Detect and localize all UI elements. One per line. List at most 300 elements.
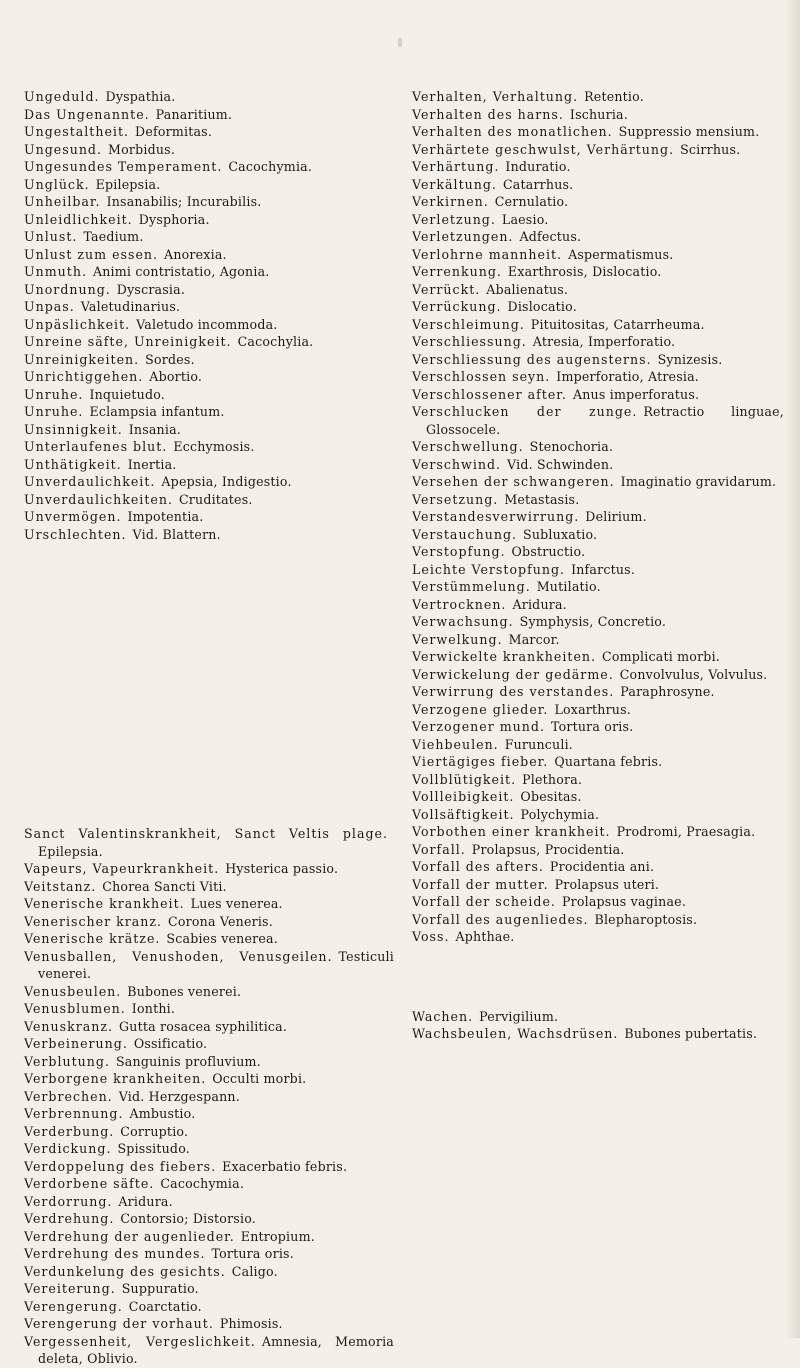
entry-latin: Symphysis, Concretio. (519, 614, 667, 629)
entry-term: Verderbung. (24, 1123, 115, 1139)
entry-latin: Bubones pubertatis. (624, 1026, 758, 1041)
entry-term: Verschleimung. (412, 316, 525, 332)
entry-latin: Testiculi venerei. (38, 948, 394, 981)
entry-latin: Adfectus. (519, 229, 582, 244)
entry-term: Verengerung. (24, 1298, 123, 1314)
entry-latin: Synizesis. (657, 351, 723, 367)
dictionary-entry (24, 1000, 394, 1018)
dictionary-entry (412, 578, 784, 596)
dictionary-entry (24, 930, 394, 948)
entry-term: Verstauchung. (412, 526, 518, 542)
entry-term: Verdunkelung des gesichts. (24, 1263, 226, 1279)
entry-term: Ungeduld. (24, 89, 100, 104)
dictionary-entry (24, 228, 394, 246)
dictionary-entry (24, 491, 394, 509)
dictionary-entry (24, 1263, 394, 1281)
entry-term: Unrichtiggehen. (24, 369, 144, 384)
entry-term: Vollleibigkeit. (412, 789, 515, 804)
right-column (412, 88, 784, 1043)
entry-latin: Eclampsia infantum. (89, 404, 225, 419)
dictionary-entry (412, 508, 784, 526)
dictionary-entry (24, 403, 394, 421)
entry-term: Unruhe. (24, 386, 84, 402)
entry-latin: Insania. (128, 421, 182, 437)
entry-term: Wachsbeulen, Wachsdrüsen. (412, 1026, 619, 1041)
entry-term: Verdickung. (24, 1141, 112, 1156)
entry-term: Verwelkung. (412, 631, 503, 647)
dictionary-entry (412, 263, 784, 281)
entry-latin: Exarthrosis, Dislocatio. (507, 264, 662, 279)
dictionary-entry (412, 158, 784, 176)
entry-latin: Inquietudo. (89, 386, 165, 402)
entry-latin: Stenochoria. (529, 439, 614, 454)
entry-latin: Catarrhus. (502, 176, 574, 192)
entry-term: Ungestaltheit. (24, 124, 130, 139)
dictionary-entry (412, 88, 784, 106)
entry-term: Verengerung der vorhaut. (24, 1316, 214, 1331)
dictionary-entry (412, 316, 784, 334)
entry-term: Ungesundes Temperament. (24, 159, 223, 174)
dictionary-entry (412, 788, 784, 806)
entry-term: Unsinnigkeit. (24, 421, 123, 437)
dictionary-entry (24, 263, 394, 281)
dictionary-entry (412, 368, 784, 386)
dictionary-entry (24, 456, 394, 474)
entry-latin: Dysphoria. (138, 211, 210, 227)
entry-term: Venerischer kranz. (24, 913, 163, 929)
dictionary-entry (24, 246, 394, 264)
entry-latin: Loxarthrus. (554, 701, 631, 717)
entry-term: Verschlucken der zunge. (412, 404, 638, 419)
entry-latin: Suppuratio. (121, 1281, 199, 1296)
dictionary-entry (412, 491, 784, 509)
entry-term: Verbrechen. (24, 1088, 113, 1104)
entry-term: Verdrehung. (24, 1211, 115, 1226)
entry-term: Verdorrung. (24, 1193, 113, 1209)
entry-term: Verzogene glieder. (412, 701, 549, 717)
dictionary-entry (24, 1315, 394, 1333)
dictionary-entry (412, 1008, 784, 1026)
entry-latin: Chorea Sancti Viti. (102, 878, 227, 894)
entry-term: Verstandesverwirrung. (412, 509, 580, 524)
entry-latin: Procidentia ani. (549, 859, 655, 874)
entry-term: Verwickelung der gedärme. (412, 666, 614, 682)
entry-term: Unleidlichkeit. (24, 211, 133, 227)
entry-term: Verhalten des monatlichen. (412, 124, 613, 139)
entry-latin: Anus imperforatus. (572, 386, 700, 402)
entry-term: Verschliessung. (412, 334, 527, 349)
entry-latin: Pituitositas, Catarrheuma. (530, 316, 705, 332)
entry-term: Unmuth. (24, 264, 87, 279)
dictionary-entry (412, 876, 784, 894)
entry-term: Verbrennung. (24, 1106, 124, 1121)
entry-term: Viehbeulen. (412, 736, 499, 752)
dictionary-entry (412, 438, 784, 456)
entry-term: Verdoppelung des fiebers. (24, 1158, 217, 1174)
entry-latin: Ecchymosis. (173, 439, 255, 454)
entry-term: Vollsäftigkeit. (412, 806, 515, 822)
entry-latin: Phimosis. (219, 1316, 283, 1331)
dictionary-entry (412, 806, 784, 824)
entry-term: Verkältung. (412, 176, 497, 192)
dictionary-entry (412, 736, 784, 754)
entry-term: Venuskranz. (24, 1018, 113, 1034)
entry-latin: Ischuria. (569, 106, 628, 122)
entry-latin: Cacochylia. (237, 334, 314, 349)
entry-term: Vorfall der scheide. (412, 894, 556, 909)
dictionary-entry (24, 1018, 394, 1036)
entry-term: Unlust. (24, 229, 78, 244)
dictionary-entry (412, 718, 784, 736)
dictionary-entry (24, 825, 394, 860)
entry-latin: Cernulatio. (494, 194, 569, 209)
entry-term: Vertrocknen. (412, 596, 507, 612)
entry-term: Unverdaulichkeit. (24, 474, 156, 489)
gutter-mark (398, 38, 402, 47)
dictionary-entry (412, 648, 784, 666)
entry-latin: Insanabilis; Incurabilis. (106, 194, 262, 209)
entry-latin: Furunculi. (504, 736, 574, 752)
entry-latin: Cruditates. (178, 491, 253, 507)
dictionary-entry (24, 158, 394, 176)
dictionary-entry (24, 895, 394, 913)
entry-term: Verhalten, Verhaltung. (412, 89, 579, 104)
entry-latin: Corruptio. (120, 1123, 189, 1139)
dictionary-entry (24, 1193, 394, 1211)
entry-latin: Vid. Schwinden. (507, 456, 614, 472)
entry-latin: Pervigilium. (479, 1008, 559, 1024)
entry-latin: Scirrhus. (680, 141, 741, 157)
entry-latin: Polychymia. (520, 806, 600, 822)
entry-term: Vorfall. (412, 841, 466, 857)
entry-latin: Ionthi. (131, 1001, 176, 1016)
entry-latin: Prodromi, Praesagia. (616, 824, 756, 839)
right-group-w (412, 1008, 784, 1043)
entry-term: Verhalten des harns. (412, 106, 564, 122)
entry-latin: Apepsia, Indigestio. (161, 474, 292, 489)
entry-term: Verschwind. (412, 456, 502, 472)
entry-term: Verwickelte krankheiten. (412, 649, 597, 664)
entry-latin: Dyscrasia. (116, 281, 186, 297)
entry-latin: Aridura. (512, 596, 567, 612)
entry-latin: Scabies venerea. (166, 931, 278, 946)
entry-latin: Inertia. (127, 456, 177, 472)
dictionary-entry (412, 193, 784, 211)
entry-term: Urschlechten. (24, 526, 127, 542)
dictionary-entry (412, 911, 784, 929)
dictionary-entry (24, 141, 394, 159)
entry-term: Venerische krankheit. (24, 896, 185, 911)
entry-latin: Epilepsia. (95, 176, 161, 192)
section-gap (24, 543, 394, 825)
dictionary-entry (412, 228, 784, 246)
entry-term: Ungesund. (24, 141, 102, 157)
dictionary-entry (24, 1210, 394, 1228)
entry-latin: Corona Veneris. (168, 913, 273, 929)
entry-latin: Coarctatio. (128, 1298, 202, 1314)
dictionary-entry (24, 1298, 394, 1316)
entry-term: Unthätigkeit. (24, 456, 122, 472)
entry-latin: Cacochymia. (160, 1176, 245, 1191)
dictionary-entry (24, 1088, 394, 1106)
entry-term: Verschwellung. (412, 439, 524, 454)
entry-latin: Ossificatio. (133, 1036, 208, 1051)
entry-latin: Aspermatismus. (568, 246, 674, 262)
dictionary-entry (412, 176, 784, 194)
entry-latin: Hysterica passio. (225, 861, 339, 876)
dictionary-entry (412, 1025, 784, 1043)
entry-latin: Sordes. (145, 351, 195, 367)
dictionary-entry (412, 456, 784, 474)
entry-term: Vorfall des augenliedes. (412, 911, 589, 927)
entry-term: Verbeinerung. (24, 1036, 128, 1051)
entry-latin: Exacerbatio febris. (222, 1158, 348, 1174)
entry-latin: Caligo. (231, 1263, 278, 1279)
entry-term: Das Ungenannte. (24, 106, 150, 122)
entry-latin: Epilepsia. (38, 843, 103, 859)
dictionary-entry (24, 281, 394, 299)
entry-latin: Infarctus. (571, 561, 636, 577)
entry-latin: Subluxatio. (523, 526, 598, 542)
dictionary-entry (412, 211, 784, 229)
entry-term: Venusblumen. (24, 1001, 126, 1016)
dictionary-entry (412, 386, 784, 404)
dictionary-entry (24, 106, 394, 124)
dictionary-entry (24, 1158, 394, 1176)
left-group-u (24, 88, 394, 543)
dictionary-entry (24, 878, 394, 896)
entry-latin: Obstructio. (511, 544, 586, 559)
entry-term: Viertägiges fieber. (412, 754, 549, 769)
dictionary-entry (412, 596, 784, 614)
entry-term: Verwirrung des verstandes. (412, 684, 615, 699)
entry-term: Vollblütigkeit. (412, 771, 517, 787)
entry-latin: Retractio linguae, Glossocele. (426, 404, 784, 437)
dictionary-entry (24, 298, 394, 316)
entry-latin: Spissitudo. (117, 1141, 190, 1156)
entry-latin: Ambustio. (129, 1106, 196, 1121)
entry-term: Verwachsung. (412, 614, 514, 629)
entry-term: Unterlaufenes blut. (24, 439, 168, 454)
entry-latin: Obesitas. (520, 789, 582, 804)
dictionary-entry (24, 508, 394, 526)
entry-latin: Morbidus. (108, 141, 176, 157)
entry-term: Unlust zum essen. (24, 246, 159, 262)
entry-latin: Delirium. (585, 509, 647, 524)
dictionary-entry (412, 561, 784, 579)
entry-term: Veitstanz. (24, 878, 97, 894)
entry-term: Verhärtete geschwulst, Verhärtung. (412, 141, 675, 157)
entry-latin: Prolapsus, Procidentia. (471, 841, 625, 857)
entry-term: Voss. (412, 929, 450, 944)
dictionary-entry (24, 1140, 394, 1158)
entry-latin: Plethora. (522, 771, 583, 787)
entry-latin: Amnesia, Memoria deleta, Oblivio. (38, 1333, 394, 1366)
entry-latin: Imperforatio, Atresia. (556, 369, 700, 384)
entry-term: Verhärtung. (412, 159, 500, 174)
dictionary-entry (412, 473, 784, 491)
entry-term: Verstopfung. (412, 544, 506, 559)
dictionary-entry (24, 1228, 394, 1246)
dictionary-entry (412, 666, 784, 684)
dictionary-entry (24, 1280, 394, 1298)
entry-latin: Vid. Herzgespann. (118, 1088, 240, 1104)
entry-term: Sanct Valentinskrankheit, Sanct Veltis plage. (24, 826, 388, 841)
dictionary-entry (24, 1035, 394, 1053)
section-gap (412, 946, 784, 1008)
entry-term: Unreinigkeiten. (24, 351, 140, 367)
dictionary-entry (24, 333, 394, 351)
entry-term: Unordnung. (24, 281, 111, 297)
entry-latin: Abalienatus. (486, 281, 569, 297)
entry-latin: Gutta rosacea syphilitica. (119, 1018, 288, 1034)
entry-latin: Blepharoptosis. (594, 911, 698, 927)
entry-latin: Anorexia. (164, 246, 227, 262)
entry-term: Venerische krätze. (24, 931, 161, 946)
entry-latin: Sanguinis profluvium. (115, 1053, 261, 1069)
dictionary-entry (24, 386, 394, 404)
entry-latin: Convolvulus, Volvulus. (619, 666, 768, 682)
dictionary-entry (412, 298, 784, 316)
dictionary-entry (412, 928, 784, 946)
entry-latin: Aphthae. (455, 929, 515, 944)
entry-term: Verlohrne mannheit. (412, 246, 563, 262)
entry-term: Vergessenheit, Vergeslichkeit. (24, 1333, 256, 1349)
dictionary-entry (412, 543, 784, 561)
dictionary-entry (412, 123, 784, 141)
entry-latin: Atresia, Imperforatio. (532, 334, 676, 349)
dictionary-entry (412, 893, 784, 911)
dictionary-entry (24, 368, 394, 386)
dictionary-entry (24, 421, 394, 439)
entry-term: Verblutung. (24, 1053, 110, 1069)
entry-term: Verrückt. (412, 281, 481, 297)
dictionary-entry (412, 701, 784, 719)
entry-term: Verkirnen. (412, 194, 489, 209)
entry-latin: Valetudinarius. (80, 299, 181, 314)
dictionary-entry (412, 246, 784, 264)
entry-term: Verdrehung der augenlieder. (24, 1228, 235, 1244)
dictionary-entry (412, 526, 784, 544)
entry-term: Vorbothen einer krankheit. (412, 824, 611, 839)
dictionary-entry (412, 841, 784, 859)
entry-term: Versetzung. (412, 491, 499, 507)
entry-term: Verdrehung des mundes. (24, 1246, 206, 1261)
entry-term: Vereiterung. (24, 1281, 116, 1296)
dictionary-entry (24, 913, 394, 931)
dictionary-entry (24, 1070, 394, 1088)
dictionary-entry (24, 351, 394, 369)
right-group-v (412, 88, 784, 946)
dictionary-entry (24, 176, 394, 194)
entry-latin: Contorsio; Distorsio. (120, 1211, 256, 1226)
entry-term: Verzogener mund. (412, 719, 545, 734)
entry-latin: Prolapsus uteri. (554, 876, 660, 892)
entry-latin: Marcor. (508, 631, 560, 647)
entry-term: Unvermögen. (24, 509, 122, 524)
entry-latin: Taedium. (83, 229, 144, 244)
entry-term: Vorfall der mutter. (412, 876, 549, 892)
entry-term: Wachen. (412, 1008, 474, 1024)
entry-term: Verschlossen seyn. (412, 369, 551, 384)
entry-latin: Impotentia. (127, 509, 204, 524)
dictionary-entry (24, 983, 394, 1001)
dictionary-entry (24, 1123, 394, 1141)
entry-latin: Quartana febris. (554, 754, 663, 769)
dictionary-entry (24, 438, 394, 456)
entry-latin: Laesio. (501, 211, 549, 227)
entry-term: Leichte Verstopfung. (412, 561, 566, 577)
entry-term: Verschlossener after. (412, 386, 567, 402)
dictionary-entry (24, 526, 394, 544)
entry-latin: Complicati morbi. (602, 649, 720, 664)
entry-term: Verdorbene säfte. (24, 1176, 155, 1191)
entry-latin: Dislocatio. (507, 299, 577, 314)
entry-term: Venusballen, Venushoden, Venusgeilen. (24, 948, 333, 964)
dictionary-entry (412, 106, 784, 124)
entry-term: Unglück. (24, 176, 90, 192)
entry-latin: Panaritium. (155, 106, 233, 122)
dictionary-entry (24, 860, 394, 878)
entry-latin: Entropium. (240, 1228, 315, 1244)
entry-term: Verborgene krankheiten. (24, 1071, 207, 1086)
entry-latin: Prolapsus vaginae. (561, 894, 687, 909)
entry-latin: Tortura oris. (550, 719, 634, 734)
entry-latin: Animi contristatio, Agonia. (92, 264, 270, 279)
entry-term: Verletzungen. (412, 229, 514, 244)
dictionary-entry (24, 211, 394, 229)
entry-term: Unpas. (24, 299, 75, 314)
dictionary-entry (412, 858, 784, 876)
entry-latin: Suppressio mensium. (618, 124, 760, 139)
dictionary-entry (412, 771, 784, 789)
entry-latin: Abortio. (149, 369, 203, 384)
entry-term: Venusbeulen. (24, 983, 122, 999)
left-column (24, 88, 394, 1368)
entry-term: Unheilbar. (24, 194, 101, 209)
dictionary-entry (24, 948, 394, 983)
entry-latin: Induratio. (505, 159, 571, 174)
left-group-v (24, 825, 394, 1368)
entry-latin: Retentio. (584, 89, 644, 104)
entry-term: Vorfall des afters. (412, 859, 544, 874)
entry-latin: Metastasis. (504, 491, 580, 507)
dictionary-entry (412, 613, 784, 631)
dictionary-entry (24, 1175, 394, 1193)
dictionary-entry (24, 123, 394, 141)
entry-latin: Lues venerea. (190, 896, 283, 911)
dictionary-entry (412, 753, 784, 771)
entry-term: Versehen der schwangeren. (412, 474, 615, 489)
dictionary-entry (24, 1105, 394, 1123)
entry-term: Verstümmelung. (412, 579, 531, 594)
dictionary-entry (412, 631, 784, 649)
dictionary-entry (24, 316, 394, 334)
entry-term: Verletzung. (412, 211, 496, 227)
entry-term: Unpäslichkeit. (24, 316, 131, 332)
entry-latin: Mutilatio. (536, 579, 601, 594)
entry-latin: Paraphrosyne. (620, 684, 715, 699)
dictionary-entry (412, 823, 784, 841)
dictionary-entry (24, 193, 394, 211)
page-edge-shadow (784, 0, 800, 1338)
entry-latin: Cacochymia. (228, 159, 313, 174)
entry-term: Verrückung. (412, 299, 502, 314)
entry-latin: Deformitas. (135, 124, 213, 139)
dictionary-entry (24, 88, 394, 106)
entry-latin: Imaginatio gravidarum. (620, 474, 777, 489)
entry-term: Unreine säfte, Unreinigkeit. (24, 334, 232, 349)
